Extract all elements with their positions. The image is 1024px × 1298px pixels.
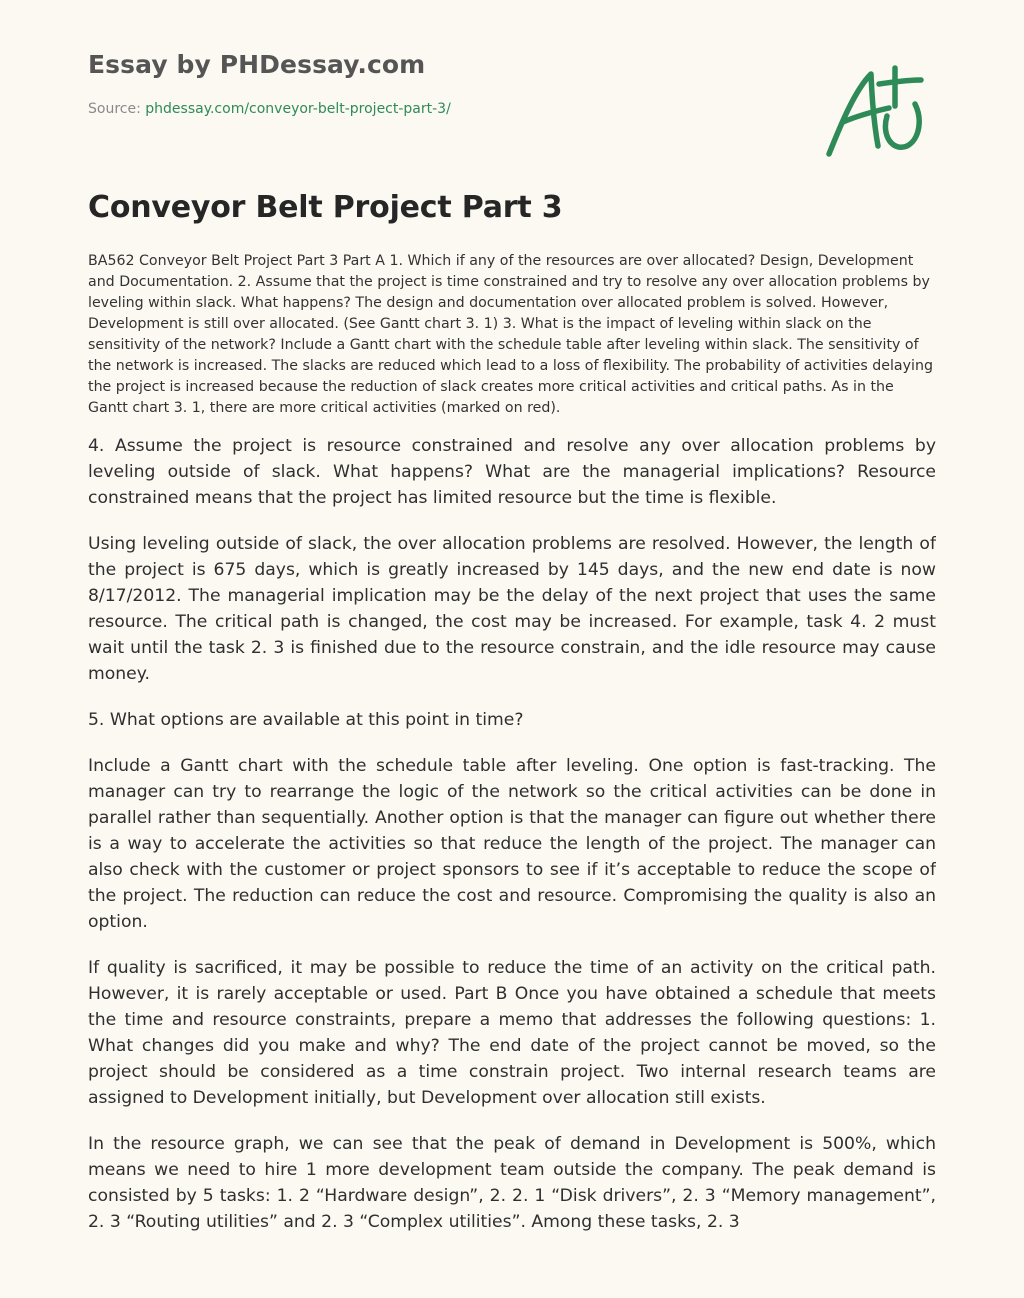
essay-paragraph: 4. Assume the project is resource constrained and resolve any over allocation problems by leveling outside of slack. What happens? What are the managerial implications? Resource constrained means that the project has limited resource but the time is flexible.	[88, 436, 936, 508]
essay-paragraph: Using leveling outside of slack, the over allocation problems are resolved. However, the length of the project is 675 days, which is greatly increased by 145 days, and the new end date is now 8/17/2012. The managerial implication may be the delay of the next project that uses the same resource. The critical path is changed, the cost may be increased. For example, task 4. 2 must wait until the task 2. 3 is finished due to the resource constrain, and the idle resource may cause money.	[88, 534, 936, 684]
a-plus-logo-icon	[823, 62, 933, 162]
site-title: Essay by PHDessay.com	[88, 50, 426, 79]
essay-body	[88, 251, 936, 1250]
essay-paragraph: If quality is sacrificed, it may be possible to reduce the time of an activity on the critical path. However, it is rarely acceptable or used. Part B Once you have obtained a schedule that meets the time and resource constraints, prepare a memo that addresses the following questions: 1. What changes did you make and why? The end date of the project cannot be moved, so the project should be considered as a time constrain project. Two internal research teams are assigned to Development initially, but Development over allocation still exists.	[88, 958, 936, 1108]
a-plus-logo	[823, 62, 933, 162]
source-link[interactable]: phdessay.com/conveyor-belt-project-part-3/	[145, 101, 451, 117]
essay-title: Conveyor Belt Project Part 3	[88, 190, 563, 225]
essay-paragraph: Include a Gantt chart with the schedule table after leveling. One option is fast-tracking. The manager can try to rearrange the logic of the network so the critical activities can be done in parallel rather than sequentially. Another option is that the manager can figure out whether there is a way to accelerate the activities so that reduce the length of the project. The manager can also check with the customer or project sponsors to see if it’s acceptable to reduce the scope of the project. The reduction can reduce the cost and resource. Compromising the quality is also an option.	[88, 756, 936, 932]
essay-page	[88, 0, 936, 1250]
essay-paragraph: 5. What options are available at this point in time?	[88, 710, 524, 730]
source-label: Source:	[88, 101, 141, 117]
source-line	[88, 101, 451, 117]
essay-paragraph: In the resource graph, we can see that the peak of demand in Development is 500%, which means we need to hire 1 more development team outside the company. The peak demand is consisted by 5 tasks: 1. 2 “Hardware design”, 2. 2. 1 “Disk drivers”, 2. 3 “Memory management”, 2. 3 “Routing utilities” and 2. 3 “Complex utilities”. Among these tasks, 2. 3	[88, 1134, 936, 1232]
essay-intro: BA562 Conveyor Belt Project Part 3 Part A 1. Which if any of the resources are over allocated? Design, Development and Documentation. 2. Assume that the project is time constrained and try to resolve any over allocation problems by leveling within slack. What happens? The design and documentation over allocated problem is solved. However, Development is still over allocated. (See Gantt chart 3. 1) 3. What is the impact of leveling within slack on the sensitivity of the network? Include a Gantt chart with the schedule table after leveling within slack. The sensitivity of the network is increased. The slacks are reduced which lead to a loss of flexibility. The probability of activities delaying the project is increased because the reduction of slack creates more critical activities and critical paths. As in the Gantt chart 3. 1, there are more critical activities (marked on red).	[88, 253, 933, 416]
